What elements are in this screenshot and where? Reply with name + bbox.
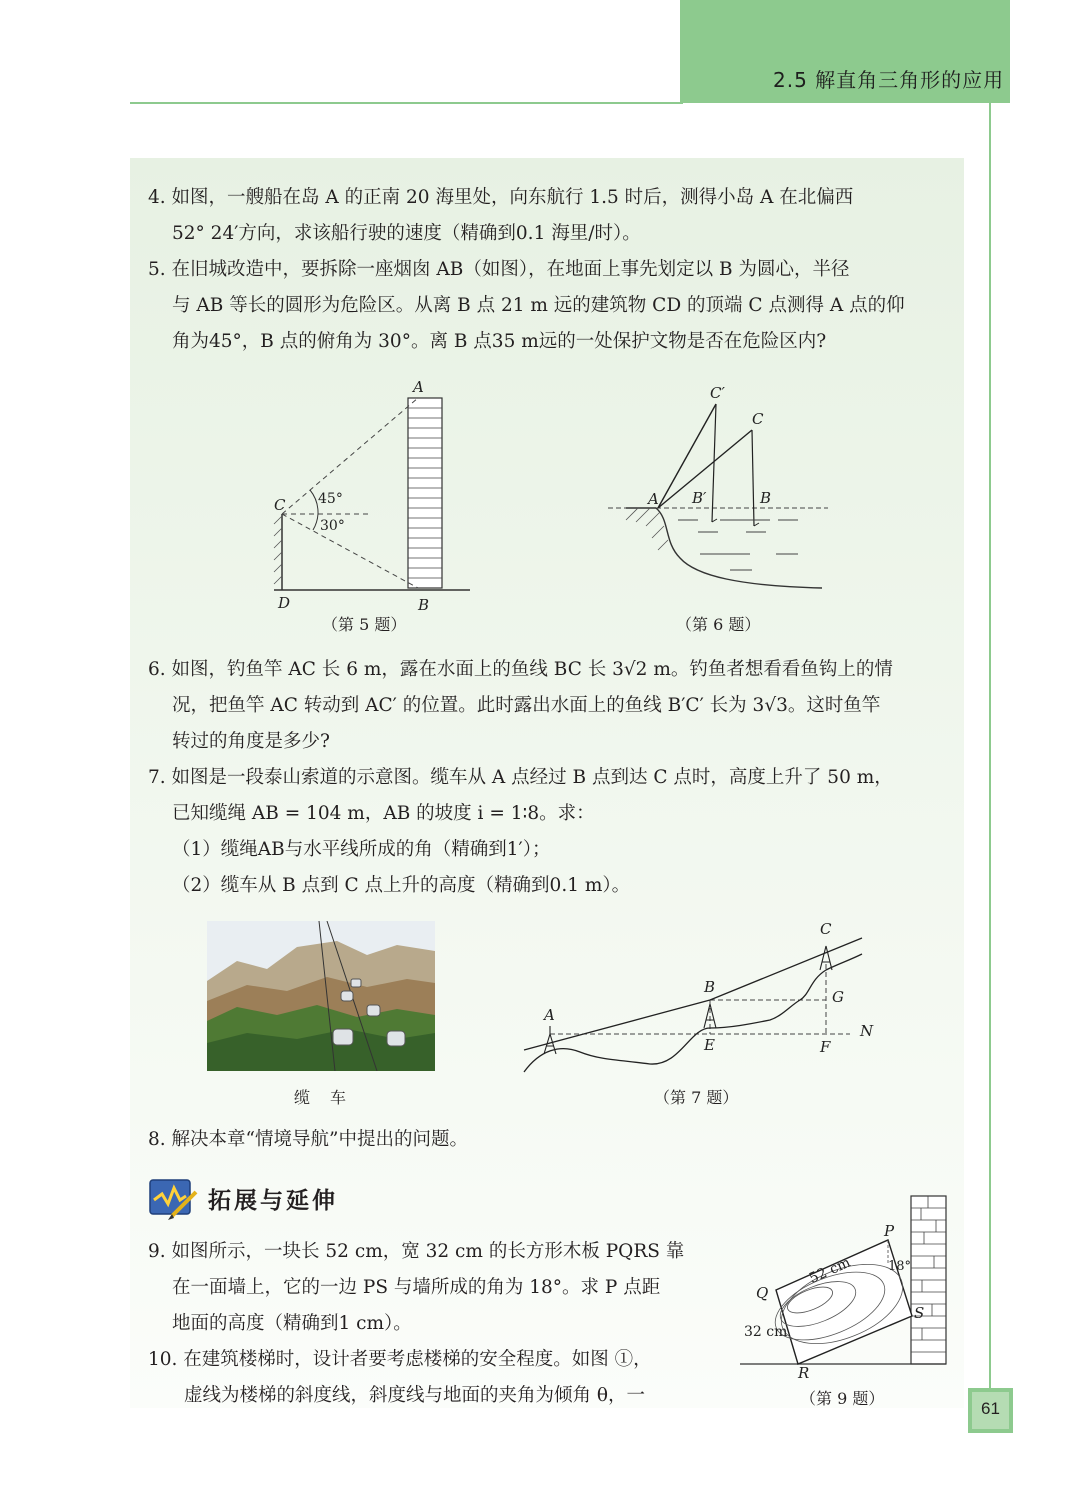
figure-9-diagram [736,1194,950,1384]
problem-6-line-2: 况，把鱼竿 AC 转动到 AC′ 的位置。此时露出水面上的鱼线 B′C′ 长为 3√3。这时鱼竿 [172,695,881,716]
fig7-label-f: F [820,1038,831,1056]
figure-6-caption: （第 6 题） [676,615,761,634]
problem-10-line-2: 虚线为楼梯的斜度线，斜度线与地面的夹角为倾角 θ，一 [184,1385,646,1406]
problem-7-line-1: 7. 如图是一段泰山索道的示意图。缆车从 A 点经过 B 点到达 C 点时，高度上升了 50 m， [148,767,893,788]
header-rule [130,102,683,104]
figure-7-diagram [520,920,880,1080]
problem-7-line-4: （2）缆车从 B 点到 C 点上升的高度（精确到0.1 m）。 [172,875,631,896]
problem-4-line-2: 52° 24′方向，求该船行驶的速度（精确到0.1 海里/时）。 [172,223,641,244]
problem-6-line-1: 6. 如图，钓鱼竿 AC 长 6 m，露在水面上的鱼线 BC 长 3√2 m。钓鱼者想看看鱼钩上的情 [148,659,893,680]
fig7-label-a: A [544,1006,555,1024]
fig7-label-c: C [820,920,832,938]
fig5-angle-30: 30° [320,518,345,534]
fig7-label-b: B [704,978,716,996]
fig7-label-g: G [832,988,844,1006]
figure-5-diagram [260,378,480,618]
fig5-angle-45: 45° [318,491,343,507]
problem-8-line-1: 8. 解决本章“情境导航”中提出的问题。 [148,1129,468,1150]
fig9-angle-label: 18° [888,1259,912,1274]
fig5-label-b: B [418,596,430,614]
figure-6-diagram [600,380,830,600]
problem-7-line-2: 已知缆绳 AB = 104 m，AB 的坡度 i = 1∶8。求： [172,803,595,824]
fig6-label-c-prime: C′ [710,384,725,402]
fig9-label-p: P [884,1222,895,1240]
problem-7-line-3: （1）缆绳AB与水平线所成的角（精确到1′）； [172,839,551,860]
fig9-length-label: 52 cm [806,1254,854,1287]
extension-title: 拓展与延伸 [208,1187,338,1214]
cable-car-photo [207,921,435,1071]
figure-7-caption: （第 7 题） [654,1088,739,1107]
fig9-label-q: Q [756,1284,769,1302]
fig9-label-r: R [798,1364,810,1382]
fig5-label-a: A [413,378,424,396]
fig5-label-d: D [278,594,291,612]
fig6-label-a: A [648,490,659,508]
figure-5-caption: （第 5 题） [322,615,407,634]
fig9-width-label: 32 cm [744,1324,788,1340]
fig7-label-n: N [860,1022,874,1040]
extension-icon [146,1176,200,1222]
problem-4-line-1: 4. 如图，一艘船在岛 A 的正南 20 海里处，向东航行 1.5 时后，测得小岛 A 在北偏西 [148,187,854,208]
problem-5-line-3: 角为45°，B 点的俯角为 30°。离 B 点35 m远的一处保护文物是否在危险区内? [172,331,827,352]
fig5-label-c: C [274,496,286,514]
problem-10-line-1: 10. 在建筑楼梯时，设计者要考虑楼梯的安全程度。如图 ①， [148,1349,652,1370]
fig6-label-b-prime: B′ [692,489,707,507]
problem-9-line-1: 9. 如图所示，一块长 52 cm，宽 32 cm 的长方形木板 PQRS 靠 [148,1241,685,1262]
section-title: 2.5 解直角三角形的应用 [773,68,1005,92]
problem-5-line-1: 5. 在旧城改造中，要拆除一座烟囱 AB（如图），在地面上事先划定以 B 为圆心，半径 [148,259,850,280]
fig6-label-c: C [752,410,764,428]
fig9-label-s: S [914,1304,925,1322]
fig7-label-e: E [704,1036,715,1054]
problem-9-line-2: 在一面墙上，它的一边 PS 与墙所成的角为 18°。求 P 点距 [172,1277,661,1298]
figure-9-caption: （第 9 题） [800,1389,885,1408]
problem-9-line-3: 地面的高度（精确到1 cm）。 [172,1313,412,1334]
fig6-label-b: B [760,489,772,507]
problem-5-line-2: 与 AB 等长的圆形为危险区。从离 B 点 21 m 远的建筑物 CD 的顶端 C 点测得 A 点的仰 [172,295,905,316]
margin-rule [989,103,991,1413]
problem-6-line-3: 转过的角度是多少? [172,731,330,752]
photo-caption: 缆 车 [294,1088,349,1107]
page-number: 61 [981,1399,1000,1418]
